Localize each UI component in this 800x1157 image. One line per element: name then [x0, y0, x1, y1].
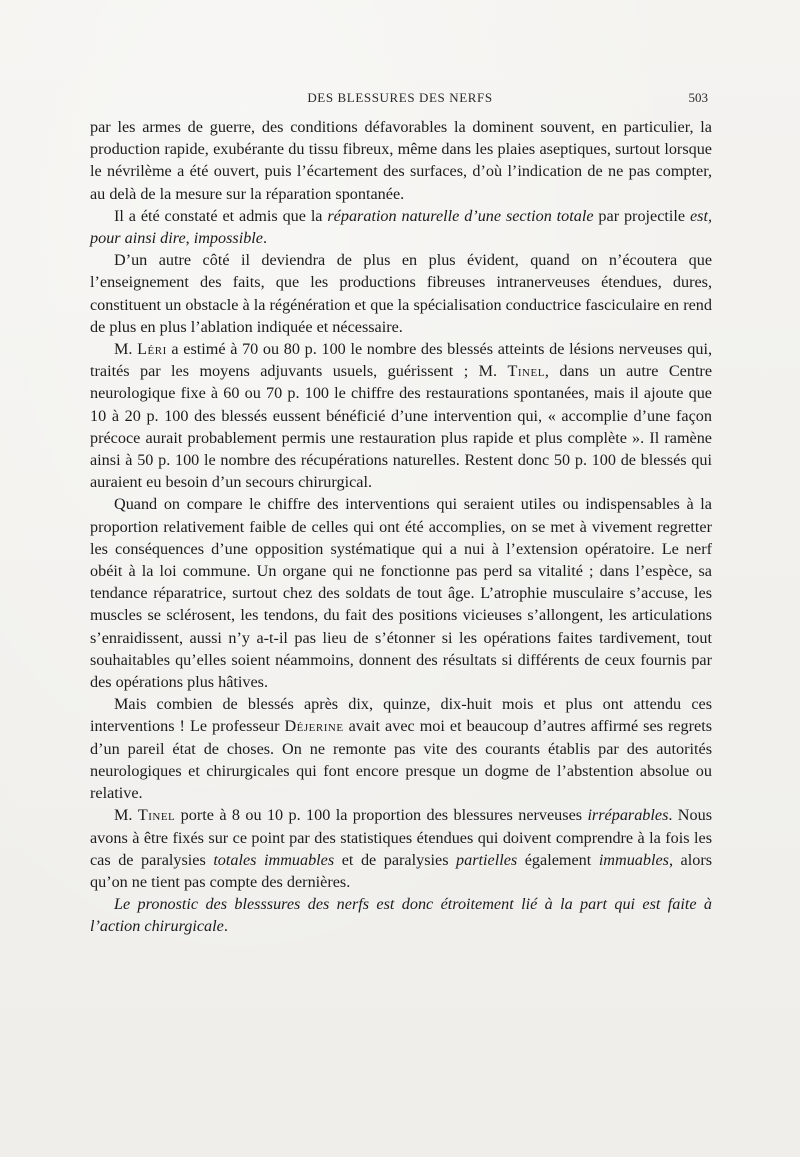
paragraph-4: M. Léri a estimé à 70 ou 80 p. 100 le nombre des blessés atteints de lésions nerveuses qui, traités par les moyens adjuvants usuels, guérissent ; M. Tinel, dans un autre Centre neurologique fixe à 60 ou 70 p. 100 le chiffre des restaurations spontanées, mais il ajoute que 10 à 20 p. 100 des blessés eussent bénéficié d’une intervention qui, « accomplie d’une façon précoce aurait probablement permis une restauration plus rapide et plus complète ». Il ramène ainsi à 50 p. 100 le nombre des récupérations naturelles. Restent donc 50 p. 100 de blessés qui auraient eu besoin d’un secours chirurgical. — [90, 340, 713, 492]
page-number: 503 — [688, 90, 708, 105]
paragraph-7: M. Tinel porte à 8 ou 10 p. 100 la proportion des blessures nerveuses irréparables. Nous avons à être fixés sur ce point par des statistiques étendues qui doivent comprendre à la fois les cas de paralysies totales immuables et de paralysies partielles également immuables, alors qu’on ne tient pas compte des dernières. — [90, 806, 713, 891]
paragraph-5: Quand on compare le chiffre des interventions qui seraient utiles ou indispensables à la proportion relativement faible de celles qui ont été accomplies, on se met à vivement regretter les conséquences d’une opposition systématique qui a nui à l’extension opératoire. Le nerf obéit à la loi commune. Un organe qui ne fonctionne pas perd sa vitalité ; dans l’espèce, sa tendance réparatrice, surtout chez des soldats de tout âge. L’atrophie musculaire s’accuse, les muscles se sclérosent, les tendons, du fait des positions vicieuses s’allongent, les articulations s’enraidissent, aussi n’y a-t-il pas lieu de s’étonner si les opérations faites tardivement, tout souhaitables qu’elles soient néammoins, donnent des résultats si différents de ceux fournis par des opérations plus hâtives. — [90, 495, 712, 692]
italic-phrase: totales immuables — [213, 850, 335, 869]
running-head — [0, 90, 800, 110]
italic-phrase: impossible — [193, 229, 263, 248]
body-text — [90, 116, 712, 938]
italic-phrase: partielles — [456, 850, 518, 869]
paragraph-2: Il a été constaté et admis que la réparation naturelle d’une section totale par projectile est, pour ainsi dire, impossible. — [90, 206, 712, 248]
paragraph-3: D’un autre côté il deviendra de plus en plus évident, quand on n’écoutera que l’enseignement des faits, que les productions fibreuses intranerveuses étendues, dures, constituent un obstacle à la régénération et que la spécialisation conductrice fasciculaire en rend de plus en plus l’ablation indiquée et nécessaire. — [90, 251, 712, 336]
author-name: Tinel — [507, 362, 545, 381]
italic-phrase: irréparables — [587, 806, 669, 825]
italic-phrase: réparation naturelle d’une section totale — [327, 206, 594, 225]
paragraph-8-conclusion: Le pronostic des blesssures des nerfs est donc étroitement lié à la part qui est faite à l’action chirurgicale. — [90, 895, 712, 936]
running-title: DES BLESSURES DES NERFS — [307, 90, 493, 105]
author-name: Léri — [137, 340, 167, 359]
paragraph-1: par les armes de guerre, des conditions défavorables la dominent souvent, en particulier, la production rapide, exubérante du tissu fibreux, même dans les plaies aseptiques, surtout lorsque le névrilème a été ouvert, puis l’écartement des surfaces, d’où l’indication de ne pas compter, au delà de la mesure sur la réparation spontanée. — [90, 118, 712, 203]
italic-phrase: est, pour ainsi dire — [90, 206, 712, 248]
author-name: Tinel — [137, 806, 176, 825]
paragraph-6: Mais combien de blessés après dix, quinze, dix-huit mois et plus ont attendu ces interventions ! Le professeur Déjerine avait avec moi et beaucoup d’autres affirmé ses regrets d’un pareil état de choses. On ne remonte pas vite des courants établis par des autorités neurologiques et chirurgicales qui font encore presque un dogme de l’abstention absolue ou relative. — [90, 695, 713, 803]
author-name: Déjerine — [284, 717, 344, 736]
italic-phrase: immuables — [598, 850, 669, 869]
italic-phrase: Le pronostic des blesssures des nerfs est donc étroitement lié à la part qui est faite à l’action chirurgicale — [90, 895, 712, 936]
